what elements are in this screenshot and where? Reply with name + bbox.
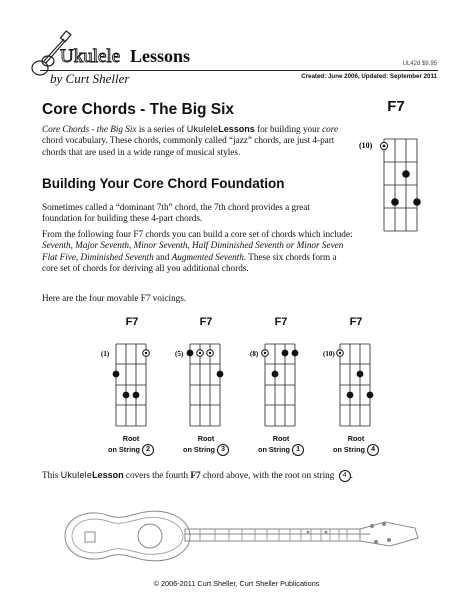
- caption-root: Root: [197, 434, 215, 443]
- core-set-text-b: . These six chords form a core set of chords for deriving all you additional chords.: [42, 251, 337, 273]
- closing-chord: F7: [190, 470, 201, 481]
- intro-text-a: is a series of: [136, 124, 187, 134]
- sku-price: UL42d $9.95: [402, 61, 437, 67]
- chord-4-caption: [316, 434, 396, 456]
- page-title: Core Chords - The Big Six: [42, 101, 235, 118]
- footer-copyright: © 2006-2011 Curt Sheller, Curt Sheller Publications: [153, 579, 320, 588]
- string-number-circle: 4: [339, 470, 351, 482]
- brand-lesson: Lesson: [92, 470, 124, 481]
- caption-root: Root: [347, 434, 365, 443]
- logo-ukulele-text: Ukulele: [60, 46, 121, 67]
- brand-ukulele: Ukulele: [186, 124, 219, 134]
- string-number-circle: 1: [292, 444, 304, 456]
- core-set-last: Augmented Seventh: [171, 251, 244, 262]
- chord-2-diagram: [175, 336, 235, 430]
- core-set-text-a: From the following four F7 chords you can build a core set of chords which include:: [42, 229, 353, 239]
- caption-on-string: on String: [257, 444, 291, 454]
- main-chord-fret-label: (10): [359, 141, 373, 150]
- chord-1-diagram: [101, 336, 161, 430]
- core-set-paragraph: [42, 229, 354, 274]
- caption-on-string: on String: [182, 444, 216, 454]
- string-number-circle: 2: [142, 444, 154, 456]
- brand-inline: [61, 470, 124, 480]
- ukulele-lessons-logo: [26, 28, 216, 90]
- created-date: Created: June 2006, Updated: September 2011: [301, 73, 437, 80]
- string-number-circle: 3: [217, 444, 229, 456]
- caption-root: Root: [122, 434, 140, 443]
- chord-4-diagram: [325, 336, 385, 430]
- chord-3-caption: [241, 434, 321, 456]
- chord-3-name: F7: [274, 316, 288, 328]
- chord-1-name: F7: [125, 316, 139, 328]
- closing-text-c: chord above, with the root on string: [200, 470, 337, 481]
- brand-inline: [187, 124, 255, 134]
- intro-paragraph: [42, 124, 348, 158]
- caption-on-string: on String: [107, 444, 141, 454]
- finger-dot: [402, 170, 410, 178]
- chord-4-fret-label: (10): [323, 350, 335, 358]
- caption-on-string: on String: [332, 444, 366, 454]
- logo-lessons-text: Lessons: [130, 46, 191, 66]
- section-heading: Building Your Core Chord Foundation: [42, 176, 285, 191]
- brand-ukulele: Ukulele: [60, 470, 93, 481]
- core-set-list: Seventh, Major Seventh, Minor Seventh, Half Diminished Seventh or Minor Seven Flat Five, Diminished Seventh: [42, 240, 344, 262]
- chord-2-name: F7: [199, 316, 213, 328]
- closing-text-a: This: [42, 470, 61, 481]
- intro-text-b: for building your: [254, 124, 323, 134]
- core-set-and: and: [153, 251, 172, 262]
- closing-text-b: covers the fourth: [123, 470, 191, 481]
- logo-byline: by Curt Sheller: [50, 71, 130, 86]
- caption-root: Root: [272, 434, 290, 443]
- closing-text-d: .: [350, 470, 353, 481]
- chord-2-caption: [166, 434, 246, 456]
- chord-1-caption: [91, 434, 171, 456]
- main-chord-diagram: [358, 118, 438, 238]
- chord-3-fret-label: (8): [250, 350, 259, 358]
- finger-dot: [413, 198, 421, 206]
- voicings-intro: Here are the four movable F7 voicings.: [42, 293, 187, 303]
- chord-3-diagram: [250, 336, 310, 430]
- closing-paragraph: [42, 470, 353, 482]
- brand-lessons: Lessons: [218, 124, 255, 134]
- dominant-seventh-paragraph: Sometimes called a “dominant 7th” chord, the 7th chord provides a great foundation for building these 4-part chords.: [42, 202, 310, 224]
- string-number-circle: 4: [367, 444, 379, 456]
- main-chord-name: F7: [387, 98, 405, 115]
- intro-em: Core Chords - the Big Six: [42, 124, 137, 134]
- header-rule: [40, 70, 438, 71]
- chord-1-fret-label: (1): [101, 350, 110, 358]
- intro-text-c: chord vocabulary. These chords, commonly called “jazz” chords, are just 4-part chords that are used in a wide range of musical styles.: [42, 135, 335, 157]
- finger-dot: [391, 198, 399, 206]
- chord-2-fret-label: (5): [175, 350, 184, 358]
- intro-core-em: core: [322, 124, 339, 134]
- ukulele-illustration: [50, 498, 430, 573]
- chord-4-name: F7: [349, 316, 363, 328]
